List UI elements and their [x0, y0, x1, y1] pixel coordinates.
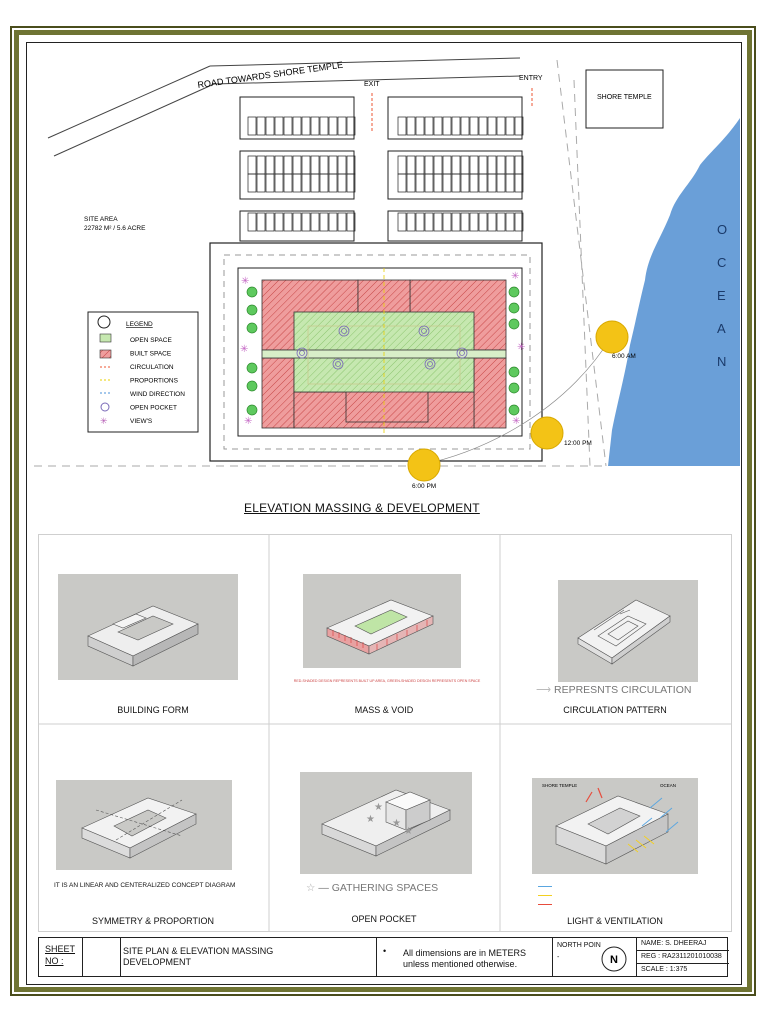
circulation-image — [558, 580, 698, 682]
note-line2: unless mentioned otherwise. — [403, 959, 518, 969]
caption-open-pocket: OPEN POCKET — [351, 914, 417, 924]
ocean-letter: A — [717, 321, 726, 336]
sun-morning — [596, 321, 628, 353]
parking-stall — [497, 213, 505, 231]
parking-stall — [257, 117, 265, 135]
author-reg: REG : RA2311201010038 — [637, 951, 729, 964]
parking-stall — [434, 156, 442, 174]
tree-icon — [247, 287, 257, 297]
parking-stall — [497, 174, 505, 192]
parking-stall — [452, 174, 460, 192]
parking-stall — [248, 174, 256, 192]
parking-stall — [284, 117, 292, 135]
parking-stall — [311, 174, 319, 192]
parking-stall — [284, 156, 292, 174]
parking-stall — [443, 213, 451, 231]
parking-stall — [293, 174, 301, 192]
lv-ocean-label: OCEAN — [660, 783, 677, 788]
circulation-note — [536, 684, 691, 696]
title-block — [38, 937, 728, 977]
parking-stall — [470, 213, 478, 231]
road-label: ROAD TOWARDS SHORE TEMPLE — [196, 59, 344, 90]
tree-icon — [509, 405, 519, 415]
view-icon: ✳ — [512, 416, 521, 427]
legend-open-swatch — [100, 334, 111, 342]
tree-icon — [247, 323, 257, 333]
sheet-number-cell — [83, 938, 121, 976]
legend-item: VIEW'S — [130, 418, 153, 425]
caption-building-form: BUILDING FORM — [117, 705, 189, 715]
parking-stall — [311, 213, 319, 231]
lv-key — [538, 886, 552, 905]
parking-stall — [479, 117, 487, 135]
parking-stall — [398, 156, 406, 174]
exit-label: EXIT — [364, 81, 380, 88]
parking-stall — [488, 213, 496, 231]
sun-evening — [408, 449, 440, 481]
parking-stall — [416, 156, 424, 174]
note-line1: All dimensions are in METERS — [403, 948, 527, 958]
legend-item: BUILT SPACE — [130, 350, 172, 358]
view-icon: ✳ — [517, 342, 526, 353]
note-cell — [377, 938, 553, 976]
parking-stall — [488, 174, 496, 192]
north-letter: N — [610, 954, 618, 966]
sheet-label: SHEET — [45, 944, 76, 954]
parking-stall — [293, 117, 301, 135]
parking-stall — [506, 174, 514, 192]
parking-stall — [329, 117, 337, 135]
parking-stall — [407, 213, 415, 231]
open-pocket-image — [300, 772, 472, 874]
building-form-image — [58, 574, 238, 680]
parking-stall — [443, 156, 451, 174]
ocean-letter: C — [717, 255, 727, 270]
parking-stall — [320, 156, 328, 174]
north-dash: - — [557, 954, 560, 961]
sheet-no-label: NO : — [45, 956, 64, 966]
legend-item: OPEN SPACE — [130, 337, 172, 344]
parking-stall — [302, 174, 310, 192]
tree-icon — [247, 305, 257, 315]
parking-stall — [443, 174, 451, 192]
parking-stall — [452, 156, 460, 174]
parking-stall — [320, 174, 328, 192]
parking-stall — [470, 156, 478, 174]
parking-stall — [416, 213, 424, 231]
parking-stall — [302, 213, 310, 231]
light-ventilation-image — [532, 778, 698, 874]
symmetry-image — [56, 780, 232, 870]
parking-stall — [302, 156, 310, 174]
legend-item: WIND DIRECTION — [130, 391, 185, 398]
caption-circulation: CIRCULATION PATTERN — [563, 705, 667, 715]
parking-stall — [248, 213, 256, 231]
parking-stall — [407, 156, 415, 174]
parking-area — [240, 97, 522, 241]
legend-item: OPEN POCKET — [130, 404, 177, 412]
parking-stall — [302, 117, 310, 135]
parking-stall — [425, 174, 433, 192]
parking-stall — [416, 117, 424, 135]
author-cell — [637, 938, 727, 976]
mass-void-note: RED-SHADED DESIGN REPRESENTS BUILT UP AREA, GREEN-SHADED DESIGN REPRESENTS OPEN SPACE — [293, 679, 481, 683]
parking-stall — [479, 213, 487, 231]
legend-built-swatch — [100, 350, 111, 358]
note-bullet: • — [383, 946, 387, 956]
parking-stall — [434, 117, 442, 135]
svg-text:★: ★ — [404, 826, 413, 837]
svg-text:★: ★ — [374, 802, 383, 813]
parking-stall — [434, 213, 442, 231]
north-point-cell — [553, 938, 637, 976]
sun-time-12pm: 12:00 PM — [564, 440, 592, 447]
parking-stall — [479, 156, 487, 174]
parking-stall — [257, 156, 265, 174]
ocean-letter: O — [717, 222, 728, 237]
legend-box — [88, 312, 198, 432]
tree-icon — [509, 383, 519, 393]
parking-stall — [275, 174, 283, 192]
north-label: NORTH POIN — [557, 942, 601, 949]
open-pocket-note — [306, 882, 438, 894]
parking-stall — [284, 174, 292, 192]
parking-stall — [266, 117, 274, 135]
parking-stall — [425, 117, 433, 135]
tree-icon — [509, 303, 519, 313]
parking-stall — [461, 117, 469, 135]
parking-stall — [338, 174, 346, 192]
sun-time-6am: 6:00 AM — [612, 353, 636, 360]
svg-text:★: ★ — [366, 814, 375, 825]
tree-icon — [247, 405, 257, 415]
parking-stall — [266, 156, 274, 174]
legend-item: PROPORTIONS — [130, 377, 178, 385]
north-arrow-icon — [599, 944, 629, 974]
sheet-no-cell — [39, 938, 83, 976]
tree-icon — [247, 363, 257, 373]
parking-stall — [479, 174, 487, 192]
parking-stall — [329, 174, 337, 192]
parking-stall — [248, 156, 256, 174]
parking-stall — [338, 213, 346, 231]
caption-symmetry: SYMMETRY & PROPORTION — [91, 916, 215, 926]
legend-title: LEGEND — [126, 321, 153, 328]
parking-stall — [266, 174, 274, 192]
mass-void-image — [303, 574, 461, 668]
parking-stall — [434, 174, 442, 192]
parking-stall — [311, 156, 319, 174]
drawing-title-cell — [121, 938, 377, 976]
parking-stall — [398, 174, 406, 192]
view-icon: ✳ — [244, 416, 253, 427]
parking-stall — [407, 117, 415, 135]
parking-stall — [320, 213, 328, 231]
sun-time-6pm: 6:00 PM — [412, 483, 437, 490]
svg-text:★: ★ — [392, 818, 401, 829]
parking-stall — [506, 213, 514, 231]
parking-stall — [461, 213, 469, 231]
parking-stall — [248, 117, 256, 135]
parking-stall — [275, 213, 283, 231]
parking-stall — [497, 156, 505, 174]
view-icon: ✳ — [511, 271, 520, 282]
parking-stall — [452, 213, 460, 231]
scale-label: SCALE : 1:375 — [641, 966, 688, 973]
parking-stall — [329, 213, 337, 231]
parking-stall — [311, 117, 319, 135]
tree-icon — [509, 367, 519, 377]
parking-stall — [488, 117, 496, 135]
parking-stall — [506, 156, 514, 174]
legend-view-icon: ✳ — [100, 416, 108, 426]
lv-temple-label: SHORE TEMPLE — [542, 783, 578, 788]
parking-stall — [398, 117, 406, 135]
parking-stall — [275, 156, 283, 174]
author-name: NAME: S. DHEERAJ — [637, 938, 729, 951]
parking-stall — [416, 174, 424, 192]
parking-stall — [338, 117, 346, 135]
parking-stall — [293, 213, 301, 231]
legend-item: CIRCULATION — [130, 364, 174, 371]
parking-stall — [338, 156, 346, 174]
caption-light-ventilation: LIGHT & VENTILATION — [567, 916, 663, 926]
shore-temple-label: SHORE TEMPLE — [597, 94, 652, 101]
site-plan — [28, 44, 740, 494]
parking-stall — [488, 156, 496, 174]
sun-noon — [531, 417, 563, 449]
parking-stall — [470, 174, 478, 192]
entry-label: ENTRY — [519, 75, 543, 82]
tree-icon — [509, 287, 519, 297]
massing-panels — [38, 534, 732, 932]
parking-stall — [470, 117, 478, 135]
view-icon: ✳ — [241, 276, 250, 287]
caption-mass-void: MASS & VOID — [354, 705, 414, 715]
parking-stall — [461, 156, 469, 174]
parking-stall — [461, 174, 469, 192]
parking-stall — [398, 213, 406, 231]
open-pocket-note-text: — GATHERING SPACES — [318, 882, 439, 894]
ocean-letter: N — [717, 354, 727, 369]
parking-stall — [284, 213, 292, 231]
tree-icon — [509, 319, 519, 329]
parking-stall — [320, 117, 328, 135]
parking-stall — [329, 156, 337, 174]
parking-stall — [443, 117, 451, 135]
parking-stall — [506, 117, 514, 135]
site-area-label: SITE AREA — [84, 216, 118, 223]
view-icon: ✳ — [240, 344, 249, 355]
parking-stall — [257, 213, 265, 231]
parking-stall — [425, 156, 433, 174]
section-title: ELEVATION MASSING & DEVELOPMENT — [244, 501, 480, 515]
parking-stall — [266, 213, 274, 231]
parking-stall — [275, 117, 283, 135]
parking-stall — [452, 117, 460, 135]
parking-stall — [293, 156, 301, 174]
parking-stalls — [248, 117, 523, 231]
ocean-letter: E — [717, 288, 726, 303]
drawing-title-line2: DEVELOPMENT — [123, 957, 192, 967]
gathering-star-icon: ☆ — [306, 882, 316, 894]
circulation-note-text: REPRESNTS CIRCULATION — [553, 684, 692, 696]
parking-stall — [425, 213, 433, 231]
circulation-arrow-icon: ⟶ — [536, 684, 552, 696]
symmetry-note: IT IS AN LINEAR AND CENTERALIZED CONCEPT DIAGRAM — [54, 882, 236, 889]
site-area-value: 22782 M² / 5.6 ACRE — [84, 225, 146, 232]
parking-stall — [407, 174, 415, 192]
parking-stall — [257, 174, 265, 192]
drawing-title-line1: SITE PLAN & ELEVATION MASSING — [123, 946, 274, 956]
parking-stall — [497, 117, 505, 135]
tree-icon — [247, 381, 257, 391]
